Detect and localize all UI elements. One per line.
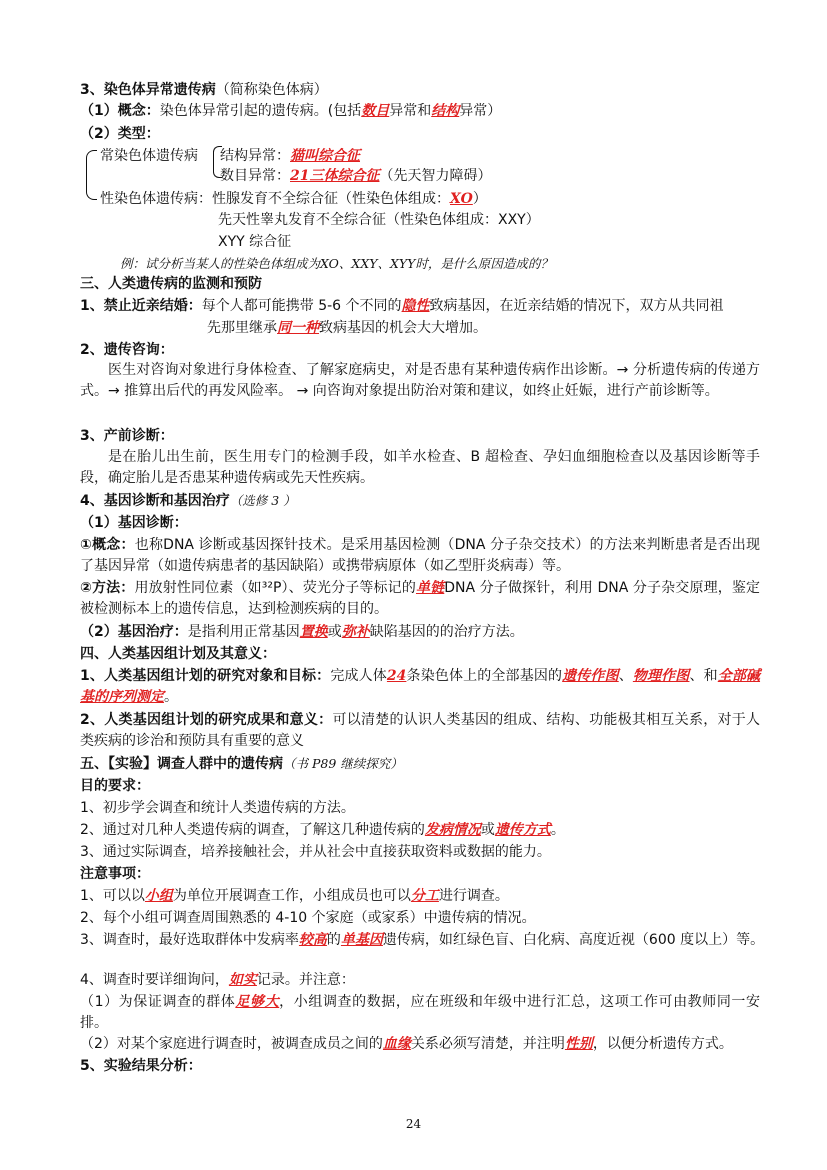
s3-sex2: 先天性睾丸发育不全综合征（性染色体组成：XXY） <box>218 212 540 228</box>
sec3-p3-text: 是在胎儿出生前，医生用专门的检测手段，如羊水检查、B 超检查、孕妇血细胞检查以及基因诊断等手段，确定胎儿是否患某种遗传病或先天性疾病。 <box>80 449 760 486</box>
s3-concept: （1）概念：染色体异常引起的遗传病。(包括数目异常和结构异常） <box>80 103 502 119</box>
sec3-p1-line2: 先那里继承同一种致病基因的机会大大增加。 <box>207 320 487 336</box>
page-number: 24 <box>405 1117 422 1131</box>
sec3-title: 三、人类遗传病的监测和预防 <box>80 276 262 292</box>
sec3-p4b: （2）基因治疗：是指利用正常基因置换或弥补缺陷基因的的治疗方法。 <box>80 624 524 640</box>
sec3-p3-label: 3、产前诊断： <box>80 428 174 444</box>
sec5-goal-label: 目的要求： <box>80 778 150 794</box>
sec4-p2: 2、人类基因组计划的研究成果和意义：可以清楚的认识人类基因的组成、结构、功能极其相互关系，对于人类疾病的诊治和预防具有重要的意义 <box>80 712 760 749</box>
sec5-result-label: 5、实验结果分析： <box>80 1058 202 1074</box>
sec3-p4-title: 4、基因诊断和基因治疗（选修 3 ） <box>80 493 296 509</box>
s3-types-label: （2）类型： <box>80 126 160 142</box>
sec5-g2: 2、通过对几种人类遗传病的调查，了解这几种遗传病的发病情况或遗传方式。 <box>80 822 565 838</box>
outer-brace <box>86 150 97 200</box>
sec5-n4b: （2）对某个家庭进行调查时，被调查成员之间的血缘关系必须写清楚，并注明性别，以便分析遗传方式。 <box>80 1036 733 1052</box>
sec3-p4a-label: （1）基因诊断： <box>80 515 188 531</box>
sec5-n1: 1、可以以小组为单位开展调查工作，小组成员也可以分工进行调查。 <box>80 888 509 904</box>
s3-example: 例：试分析当某人的性染色体组成为XO、XXY、XYY时，是什么原因造成的？ <box>120 256 553 271</box>
s3-sex1: 性染色体遗传病：性腺发育不全综合征（性染色体组成：XO） <box>100 191 487 207</box>
sec5-g1: 1、初步学会调查和统计人类遗传病的方法。 <box>80 800 355 816</box>
sec5-title: 五、【实验】调查人群中的遗传病（书 P89 继续探究） <box>80 756 403 772</box>
s3-struct: 结构异常：猫叫综合征 <box>220 148 360 164</box>
sec5-g3: 3、通过实际调查，培养接触社会，并从社会中直接获取资料或数据的能力。 <box>80 844 551 860</box>
s3-num: 数目异常：21三体综合征（先天智力障碍） <box>220 168 492 184</box>
sec5-n4a: （1）为保证调查的群体足够大，小组调查的数据，应在班级和年级中进行汇总，这项工作可由教师同一安排。 <box>80 994 761 1031</box>
s3-sex3: XYY 综合征 <box>218 234 292 250</box>
sec3-p4a-concept: ①概念：也称DNA 诊断或基因探针技术。是采用基因检测（DNA 分子杂交技术）的方法来判断患者是否出现了基因异常（如遗传病患者的基因缺陷）或携带病原体（如乙型肝炎病毒）等。 <box>80 537 760 574</box>
sec4-title: 四、人类基因组计划及其意义： <box>80 646 276 662</box>
sec3-p4a-method: ②方法：用放射性同位素（如³²P）、荧光分子等标记的单链DNA 分子做探针，利用 DNA 分子杂交原理，鉴定被检测标本上的遗传信息，达到检测疾病的目的。 <box>80 580 761 617</box>
s3-auto-label: 常染色体遗传病 <box>100 148 198 164</box>
sec4-p1: 1、人类基因组计划的研究对象和目标：完成人体24条染色体上的全部基因的遗传作图、物理作图、和全部碱基的序列测定。 <box>80 668 761 705</box>
s3-title: 3、染色体异常遗传病（简称染色体病） <box>80 82 328 98</box>
sec3-p2-label: 2、遗传咨询： <box>80 342 174 358</box>
sec5-n3: 3、调查时，最好选取群体中发病率较高的单基因遗传病，如红绿色盲、白化病、高度近视（600 度以上）等。 <box>80 932 765 948</box>
sec5-note-label: 注意事项： <box>80 866 150 882</box>
sec3-p1-line1: 1、禁止近亲结婚：每个人都可能携带 5-6 个不同的隐性致病基因，在近亲结婚的情况下，双方从共同祖 <box>80 298 724 314</box>
sec5-n4: 4、调查时要详细询问，如实记录。并注意： <box>80 972 355 988</box>
sec5-n2: 2、每个小组可调查周围熟悉的 4-10 个家庭（或家系）中遗传病的情况。 <box>80 910 536 926</box>
sec3-p2-text: 医生对咨询对象进行身体检查、了解家庭病史，对是否患有某种遗传病作出诊断。→ 分析遗传病的传递方式。→ 推算出后代的再发风险率。 → 向咨询对象提出防治对策和建议，如终止妊娠，进行产前诊断等。 <box>80 362 760 399</box>
